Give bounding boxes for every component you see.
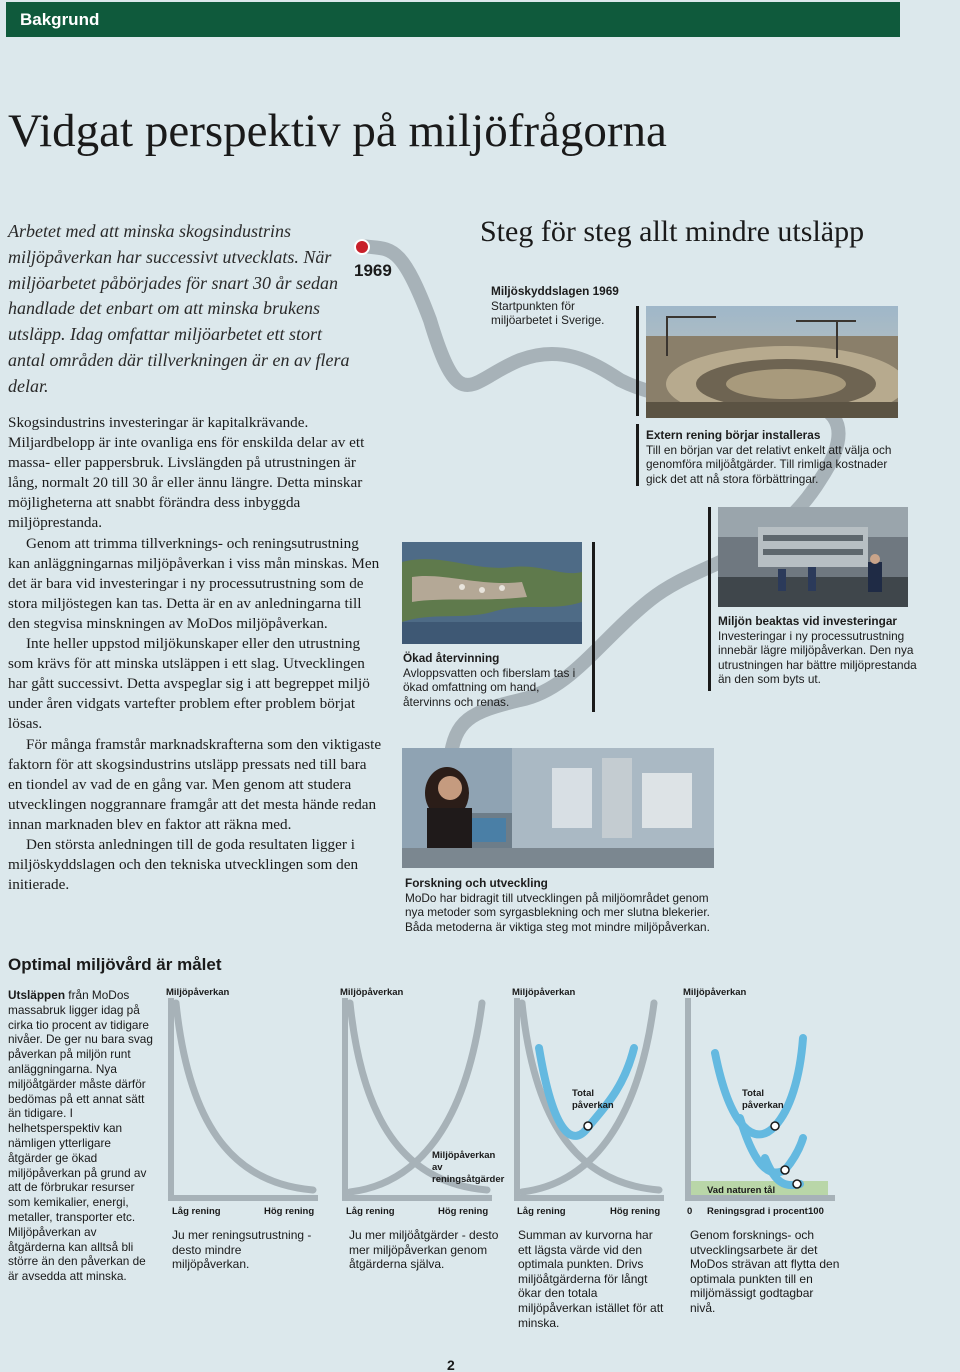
step-text: Investeringar i ny processutrustning innebär lägre miljöpåverkan. Den nya utrustningen har bättre miljöprestanda än den som byts ut. <box>718 628 917 686</box>
graph1-xlabel-low: Låg rening <box>172 1206 221 1217</box>
graph3-xlabel-low: Låg rening <box>517 1206 566 1217</box>
graph4-xlabel-zero: 0 <box>687 1206 693 1217</box>
graph4-band-label: Vad naturen tål <box>707 1185 776 1196</box>
photo-divider <box>592 542 595 712</box>
body-paragraph: För många framstår marknadskrafterna som den viktigaste faktorn för att skogsindustrins utsläpp pressats ned till bara en tiondel av vad de en gång var. Men genom att studera utvecklingen noggrannare framgår att det mesta hände redan innan marknaden blev en faktor att räkna med. <box>8 735 382 833</box>
body-paragraph: Inte heller uppstod miljökunskaper eller den utrustning som krävs för att minska utsläppen i ett slag. Utvecklingen har gått successivt. Detta avspeglar sig i att begreppet miljö under åren vidgats vartefter problem efter problem börjat lösas. <box>8 635 370 733</box>
graph4-xlabel-mid: Reningsgrad i procent <box>707 1206 808 1217</box>
step-caption-forskning <box>405 876 725 934</box>
caption-divider <box>636 424 639 486</box>
body-paragraph: Skogsindustrins investeringar är kapitalkrävande. Miljardbelopp är inte ovanliga ens för enskilda delar av ett massa- eller pappersbruk. Livslängden på utrustningen är lång, normalt 20 till 30 år eller ännu längre. Detta minskar möjligheterna att snabbt förändra dess inbyggda miljöprestanda. <box>8 414 365 532</box>
graph4-xlabel-100: 100 <box>808 1206 824 1217</box>
body-paragraph: Genom att trimma tillverknings- och reningsutrustning kan anläggningarnas miljöpåverkan i viss mån minskas. Men det är bara vid investeringar i ny processutrustning som de stora miljöstegen kan tas. Detta är en av anledningarna till den stegvisa minskningen av MoDos miljöpåverkan. <box>8 534 380 632</box>
graph3-caption: Summan av kurvorna har ett lägsta värde vid den optimala punkten. Drivs miljöåtgärderna för långt ökar den totala miljöpåverkan istället för att minska. <box>518 1228 664 1330</box>
step-text: MoDo har bidragit till utvecklingen på miljöområdet genom nya metoder som syrgasblekning och mer slutna blekerier. Båda metoderna är viktiga steg mot mindre miljöpåverkan. <box>405 890 710 934</box>
step-caption-extern-rening <box>646 428 906 486</box>
graph4-note: Total påverkan <box>742 1088 784 1111</box>
body-text <box>8 413 384 895</box>
section-header-bar <box>6 2 900 37</box>
optimal-intro <box>8 988 154 1284</box>
optimal-intro-text: från MoDos massabruk ligger idag på cirka tio procent av tidigare nivåer. De ger nu bara svag påverkan på miljön runt anläggningarna. Nya miljöåtgärder måste därför bedömas på ett annat sätt än tidigare. I helhetsperspektiv kan nämligen ytterligare åtgärder ge ökad miljöpåverkan på grund av att de förbrukar resurser som kemikalier, energi, metaller, transporter etc. Miljöpåverkan av åtgärderna kan alltså bli större än den påverkan de är avsedda att minska. <box>8 988 153 1284</box>
timeline-year: 1969 <box>354 261 392 280</box>
equipment-photo <box>718 507 908 607</box>
step-title: Extern rening börjar installeras <box>646 428 821 442</box>
body-paragraph: Den största anledningen till de goda resultaten ligger i miljöskyddslagen och den tekniska utvecklingen som den initierade. <box>8 835 359 894</box>
timeline-title: Steg för steg allt mindre utsläpp <box>480 215 865 248</box>
optimal-intro-bold: Utsläppen <box>8 988 66 1002</box>
graph2-note: Miljöpåverkan av reningsåtgärder <box>432 1150 505 1185</box>
graph4-ylabel: Miljöpåverkan <box>683 987 747 998</box>
graph3-xlabel-high: Hög rening <box>610 1206 661 1217</box>
photo-divider <box>708 507 711 691</box>
step-caption-investeringar <box>718 614 918 687</box>
graph1-chart <box>168 998 318 1203</box>
step-title: Ökad återvinning <box>403 651 500 665</box>
graph1-caption: Ju mer reningsutrustning - desto mindre miljöpåverkan. <box>172 1228 312 1272</box>
page-number: 2 <box>447 1357 455 1372</box>
section-header-label: Bakgrund <box>20 10 100 29</box>
page-title: Vidgat perspektiv på miljöfrågorna <box>8 105 667 157</box>
photo-divider <box>636 306 639 416</box>
intro-paragraph: Arbetet med att minska skogsindustrins miljöpåverkan har successivt utvecklats. När miljöarbetet påbörjades för snart 30 år sedan handlade det enbart om att minska brukens utsläpp. Idag omfattar miljöarbetet ett stort antal områden där tillverkningen är en av flera delar. <box>8 221 350 396</box>
graph2-ylabel: Miljöpåverkan <box>340 987 404 998</box>
graph2-caption: Ju mer miljöåtgärder - desto mer miljöpåverkan genom åtgärderna själva. <box>349 1228 499 1272</box>
construction-photo <box>646 306 898 418</box>
step-caption-aterv <box>403 651 583 709</box>
lab-photo <box>402 748 714 868</box>
graph3-ylabel: Miljöpåverkan <box>512 987 576 998</box>
step-title: Forskning och utveckling <box>405 876 548 890</box>
graph2-xlabel-high: Hög rening <box>438 1206 489 1217</box>
step-text: Startpunkten för miljöarbetet i Sverige. <box>491 298 605 327</box>
graph1-xlabel-high: Hög rening <box>264 1206 315 1217</box>
step-text: Till en början var det relativt enkelt att välja och genomföra miljöåtgärder. Till rimliga kostnader gick det att nå stora förbättringar. <box>646 442 892 486</box>
graph4-caption: Genom forsknings- och utvecklingsarbete är det MoDos strävan att flytta den optimala punkten till en miljömässigt godtagbar nivå. <box>690 1228 840 1315</box>
aerial-photo <box>402 542 582 644</box>
graph3-note: Total påverkan <box>572 1088 614 1111</box>
optimal-title: Optimal miljövård är målet <box>8 955 222 974</box>
step-text: Avloppsvatten och fiberslam tas i ökad omfattning om hand, återvinns och renas. <box>403 665 576 709</box>
step-caption-1969 <box>491 284 631 328</box>
step-title: Miljöskyddslagen 1969 <box>491 284 619 298</box>
timeline-start-marker <box>355 240 369 254</box>
graph1-ylabel: Miljöpåverkan <box>166 987 230 998</box>
graph2-xlabel-low: Låg rening <box>346 1206 395 1217</box>
step-title: Miljön beaktas vid investeringar <box>718 614 897 628</box>
